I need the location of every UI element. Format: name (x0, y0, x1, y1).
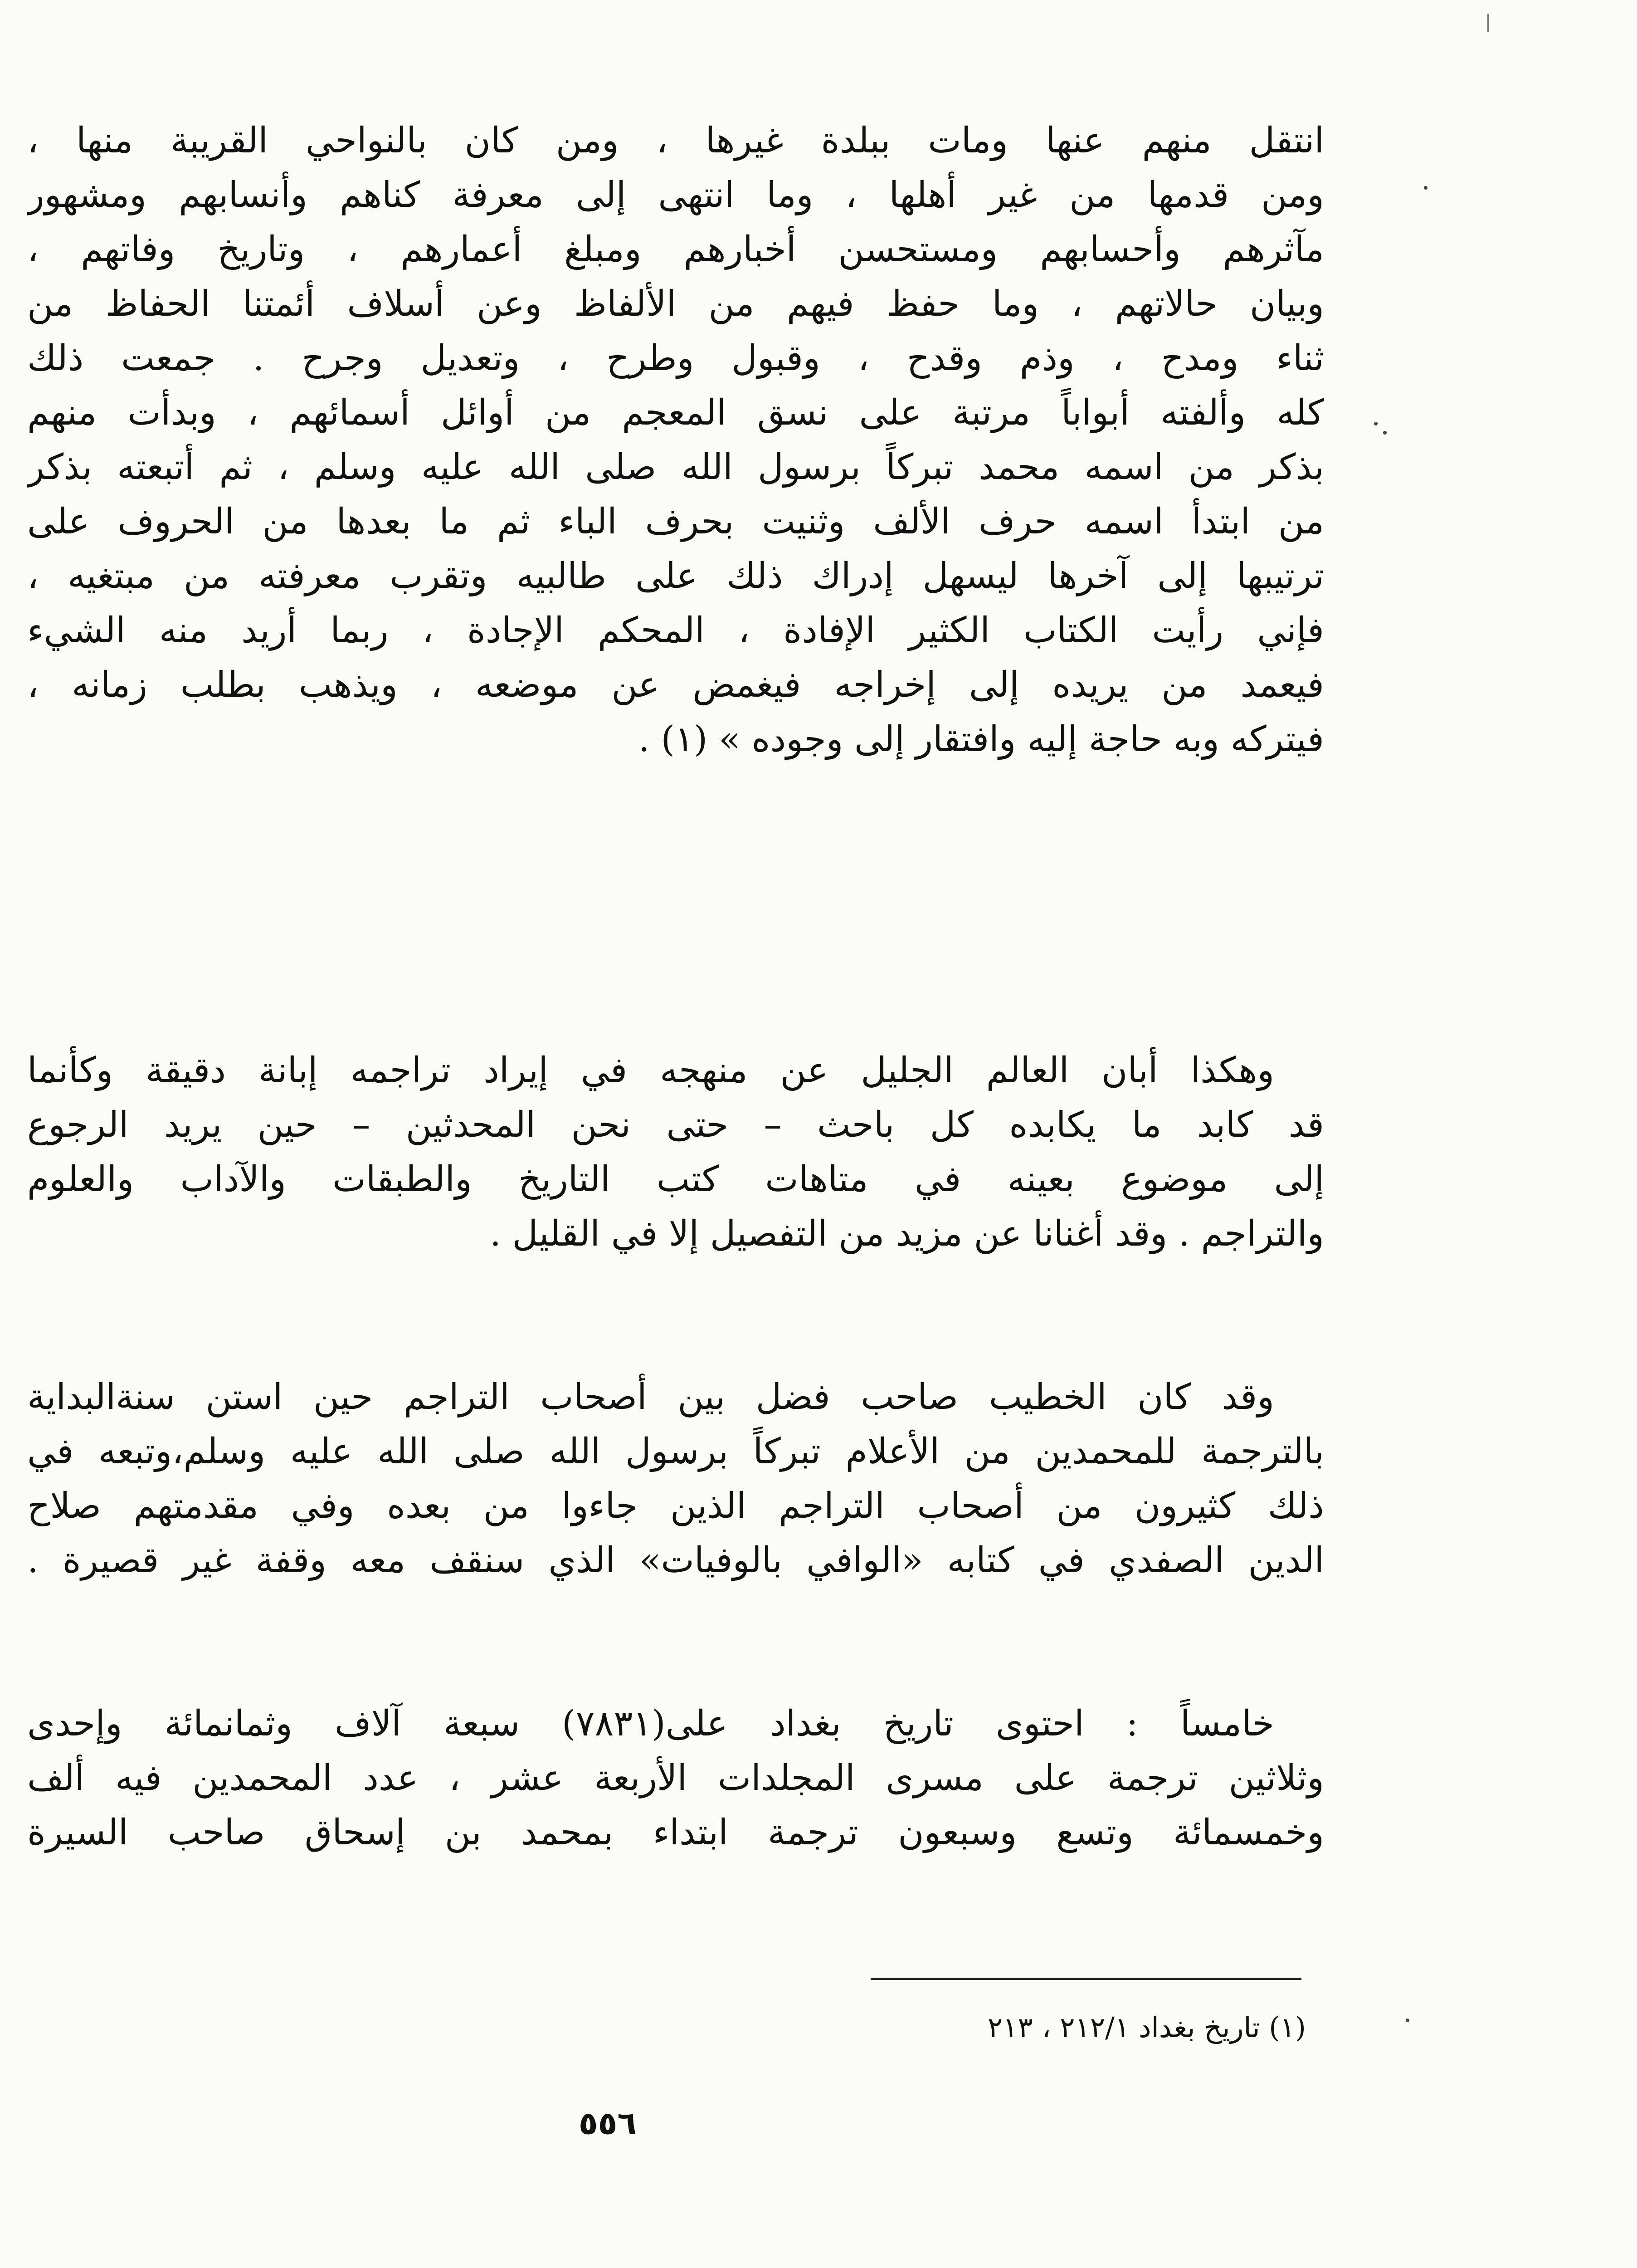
text-line: إلى موضوع بعينه في متاهات كتب التاريخ والطبقات والآداب والعلوم (27, 1159, 1324, 1200)
footnote-divider (871, 1978, 1301, 1980)
text-line: بذكر من اسمه محمد تبركاً برسول الله صلى الله عليه وسلم ، ثم أتبعته بذكر (27, 447, 1324, 488)
text-line: وبيان حالاتهم ، وما حفظ فيهم من الألفاظ وعن أسلاف أئمتنا الحفاظ من (27, 284, 1324, 324)
text-line: وهكذا أبان العالم الجليل عن منهجه في إيراد تراجمه إبانة دقيقة وكأنما (27, 1050, 1274, 1091)
text-line: ذلك كثيرون من أصحاب التراجم الذين جاءوا من بعده وفي مقدمتهم صلاح (27, 1486, 1324, 1526)
text-line: خامساً : احتوى تاريخ بغداد على(٧٨٣١) سبعة آلاف وثمانمائة وإحدى (27, 1703, 1274, 1744)
text-line: وثلاثين ترجمة على مسرى المجلدات الأربعة عشر ، عدد المحمدين فيه ألف (27, 1758, 1324, 1799)
scan-speck (1374, 422, 1378, 425)
text-line: مآثرهم وأحسابهم ومستحسن أخبارهم ومبلغ أعمارهم ، وتاريخ وفاتهم ، (27, 229, 1324, 270)
text-line: وخمسمائة وتسع وسبعون ترجمة ابتداء بمحمد بن إسحاق صاحب السيرة (27, 1812, 1324, 1853)
scan-speck (1424, 186, 1428, 190)
text-line: ترتيبها إلى آخرها ليسهل إدراك ذلك على طالبيه وتقرب معرفته من مبتغيه ، (27, 556, 1324, 596)
text-line: فإني رأيت الكتاب الكثير الإفادة ، المحكم الإجادة ، ربما أريد منه الشيء (27, 610, 1324, 651)
page-number: ٥٥٦ (578, 2105, 637, 2142)
text-line: وقد كان الخطيب صاحب فضل بين أصحاب التراجم حين استن سنةالبداية (27, 1377, 1274, 1418)
scan-speck (1383, 431, 1387, 435)
text-line: كله وألفته أبواباً مرتبة على نسق المعجم من أوائل أسمائهم ، وبدأت منهم (27, 392, 1324, 433)
scan-mark (1487, 14, 1489, 32)
paragraph-fifth (27, 1696, 1324, 1860)
text-line: ومن قدمها من غير أهلها ، وما انتهى إلى معرفة كناهم وأنسابهم ومشهور (27, 175, 1324, 215)
text-line: قد كابد ما يكابده كل باحث – حتى نحن المحدثين – حين يريد الرجوع (27, 1105, 1324, 1145)
text-line: والتراجم . وقد أغنانا عن مزيد من التفصيل إلا في القليل . (490, 1213, 1324, 1254)
text-line: فيتركه وبه حاجة إليه وافتقار إلى وجوده » (١) . (638, 719, 1324, 760)
text-line: انتقل منهم عنها ومات ببلدة غيرها ، ومن كان بالنواحي القريبة منها ، (27, 120, 1324, 161)
scan-speck (1406, 2019, 1409, 2022)
paragraph-khatib (27, 1370, 1324, 1588)
paragraph-method (27, 1043, 1324, 1261)
footnote: (١) تاريخ بغداد ٢١٢/١ ، ٢١٣ (987, 2011, 1306, 2044)
text-line: الدين الصفدي في كتابه «الوافي بالوفيات» الذي سنقف معه وقفة غير قصيرة . (27, 1540, 1324, 1581)
text-line: بالترجمة للمحمدين من الأعلام تبركاً برسول الله صلى الله عليه وسلم،وتبعه في (27, 1431, 1324, 1472)
text-line: من ابتدأ اسمه حرف الألف وثنيت بحرف الباء ثم ما بعدها من الحروف على (27, 501, 1324, 542)
paragraph-quote (27, 113, 1324, 767)
text-line: ثناء ومدح ، وذم وقدح ، وقبول وطرح ، وتعديل وجرح . جمعت ذلك (27, 338, 1324, 379)
text-line: فيعمد من يريده إلى إخراجه فيغمض عن موضعه ، ويذهب بطلب زمانه ، (27, 665, 1324, 705)
